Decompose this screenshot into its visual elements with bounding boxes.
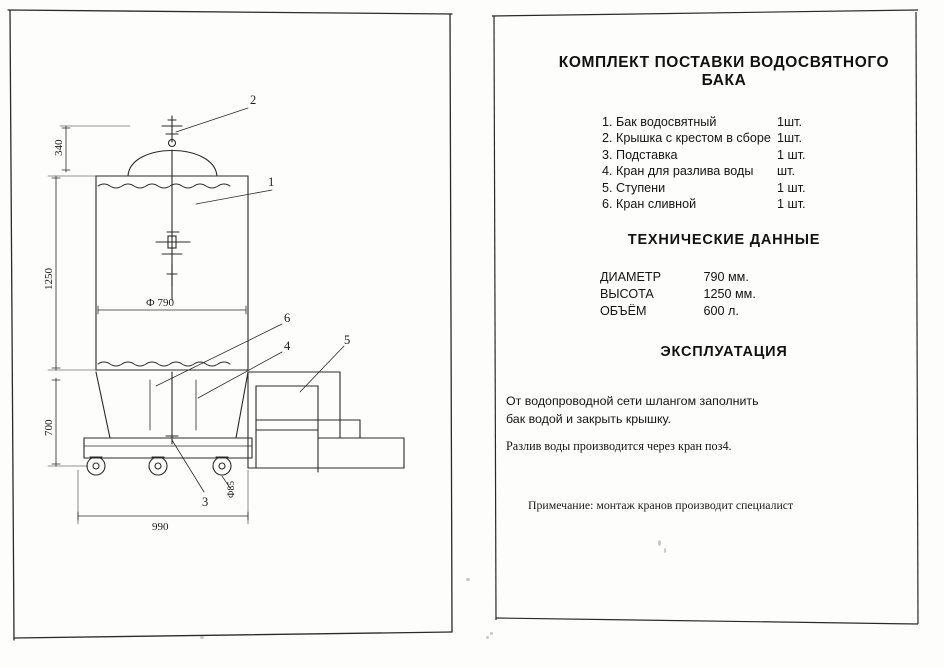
scan-speck — [466, 578, 470, 581]
dim-text-790: Ф 790 — [146, 297, 174, 309]
scan-speck — [486, 636, 489, 639]
usage-line-1: От водопроводной сети шлангом заполнить — [506, 394, 759, 408]
tech-value: 1250 мм. — [703, 287, 756, 301]
wheel-1 — [87, 457, 105, 475]
kit-item-number: 6. — [602, 196, 613, 211]
leader-1 — [196, 190, 272, 204]
usage-line-3: Разлив воды производится через кран поз4. — [506, 439, 732, 453]
kit-item-name: Кран для разлива воды — [616, 164, 754, 179]
kit-item-name: Подставка — [616, 147, 678, 162]
tech-label: ОБЪЁМ — [600, 304, 647, 318]
scan-speck — [658, 540, 661, 546]
scan-speck — [490, 632, 493, 635]
water-level-line — [98, 184, 230, 188]
callout-4: 4 — [284, 339, 291, 353]
dim-text-700: 700 — [43, 419, 55, 436]
tech-label: ВЫСОТА — [600, 287, 654, 301]
list-item — [602, 196, 922, 212]
kit-item-name: Бак водосвятный — [616, 115, 717, 129]
leader-6 — [156, 324, 282, 386]
wheel-3-hub — [219, 463, 225, 469]
wheel-2 — [149, 457, 167, 475]
tech-label: ДИАМЕТР — [600, 270, 661, 284]
sheet-border-right — [450, 14, 452, 632]
wheel-1-hub — [93, 463, 99, 469]
wheel-2-hub — [155, 463, 161, 469]
scan-speck — [664, 548, 666, 553]
kit-item-qty: 1 шт. — [777, 180, 806, 195]
callout-1: 1 — [268, 175, 275, 189]
kit-item-name: Крышка с крестом в сборе — [616, 131, 771, 146]
specification-sheet — [478, 0, 944, 668]
usage-paragraph — [506, 392, 906, 428]
usage-line-2: бак водой и закрыть крышку. — [506, 412, 671, 426]
kit-item-number: 1. — [602, 115, 613, 129]
table-row — [600, 303, 756, 320]
dim-text-990: 990 — [152, 521, 169, 533]
technical-drawing-panel — [0, 0, 470, 668]
kit-item-name: Ступени — [616, 180, 666, 195]
tank-bottom-line — [98, 362, 230, 366]
kit-list — [602, 114, 922, 212]
kit-item-number: 4. — [602, 164, 613, 179]
dim-text-1250: 1250 — [43, 268, 55, 290]
callout-5: 5 — [344, 333, 351, 347]
list-item — [602, 114, 922, 130]
dim-text-340: 340 — [53, 139, 65, 156]
stand-right-leg — [236, 372, 248, 438]
leader-5 — [300, 346, 344, 392]
callout-6: 6 — [284, 311, 291, 325]
kit-item-qty: 1 шт. — [777, 196, 806, 211]
scan-speck — [200, 636, 204, 639]
kit-item-number: 2. — [602, 131, 613, 146]
sheet-border-bottom — [14, 632, 452, 638]
leader-3 — [172, 440, 204, 492]
usage-heading: ЭКСПЛУАТАЦИЯ — [660, 344, 788, 360]
kit-item-qty: 1 шт. — [777, 147, 806, 162]
tank-drawing-svg — [0, 0, 470, 668]
tech-value: 790 мм. — [703, 270, 749, 284]
note: Примечание: монтаж кранов производит специалист — [528, 498, 794, 512]
page-title: КОМПЛЕКТ ПОСТАВКИ ВОДОСВЯТНОГО БАКА — [558, 54, 890, 89]
kit-item-number: 5. — [602, 180, 613, 195]
callout-3: 3 — [202, 495, 209, 509]
kit-item-name: Кран сливной — [616, 196, 697, 211]
list-item — [602, 147, 922, 163]
table-row — [600, 269, 756, 286]
leader-2 — [176, 108, 248, 132]
tech-value: 600 л. — [703, 304, 739, 318]
kit-item-qty: 1шт. — [777, 131, 802, 146]
kit-item-qty: шт. — [777, 164, 795, 179]
stand-left-leg — [96, 372, 110, 438]
tech-data-heading: ТЕХНИЧЕСКИЕ ДАННЫЕ — [627, 232, 821, 248]
dim-text-wheel: Ф85 — [227, 480, 237, 498]
list-item — [602, 163, 922, 179]
kit-item-number: 3. — [602, 147, 613, 162]
list-item — [602, 180, 922, 196]
wheel-3 — [213, 457, 231, 475]
list-item — [602, 130, 922, 146]
kit-item-qty: 1шт. — [777, 115, 802, 129]
table-row — [600, 286, 756, 303]
tech-data-table — [600, 269, 756, 320]
callout-2: 2 — [250, 93, 257, 107]
sheet-border-top — [8, 10, 452, 14]
sheet-border-left — [10, 10, 14, 640]
